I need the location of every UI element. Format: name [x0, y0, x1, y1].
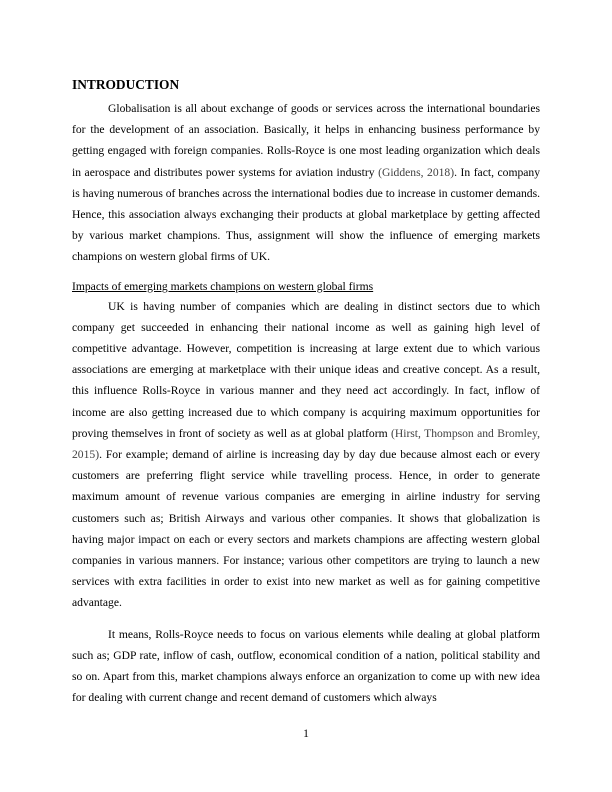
section-heading: INTRODUCTION: [72, 77, 180, 92]
page-number: 1: [303, 727, 309, 740]
citation-hirst: (Hirst, Thompson and Bromley, 2015): [72, 426, 540, 462]
subsection-heading: Impacts of emerging markets champions on western global firms: [72, 279, 374, 293]
intro-paragraph: [72, 98, 540, 268]
intro-text-start: Globalisation is all about exchange of goods or services across the international boundaries for the development of an association. Basically, it helps in enhancing business performance by getting engaged with foreign companies. Rolls-Royce is one most leading organization which deals in aerospace and distributes power systems for aviation industry: [72, 102, 540, 179]
body-paragraph-1: [72, 296, 540, 614]
body1-text-end: . For example; demand of airline is increasing day by day due because almost each or every customers are preferring flight service while travelling process. Hence, in order to generate maximum amount of revenue various companies are emerging in airline industry for serving customers such as; British Airways and various other companies. It shows that globalization is having major impact on each or every sectors and markets champions are affecting western global companies in various manners. For instance; various other competitors are trying to launch a new services with extra facilities in order to exist into new market as well as for gaining competitive advantage.: [72, 448, 540, 610]
intro-text-end: . In fact, company is having numerous of branches across the international bodies due to increase in customer demands. Hence, this association always exchanging their products at global marketplace by getting affected by various market champions. Thus, assignment will show the influence of emerging markets champions on western global firms of UK.: [72, 165, 540, 264]
page-content: [72, 76, 540, 708]
body-paragraph-2: It means, Rolls-Royce needs to focus on various elements while dealing at global platform such as; GDP rate, inflow of cash, outflow, economical condition of a nation, political stability and so on. Apart from this, market champions always enforce an organization to come up with new idea for dealing with current change and recent demand of customers which always: [72, 627, 540, 705]
citation-giddens: (Giddens, 2018): [378, 165, 455, 179]
body1-text-start: UK is having number of companies which are dealing in distinct sectors due to which company get succeeded in enhancing their national income as well as gaining high level of competitive advantage. However, competition is increasing at large extent due to which various associations are emerging at marketplace with their unique ideas and creative concept. As a result, this influence Rolls-Royce in various manner and they need act accordingly. In fact, inflow of income are also getting increased due to which company is acquiring maximum opportunities for proving themselves in front of society as well as at global platform: [72, 299, 540, 440]
